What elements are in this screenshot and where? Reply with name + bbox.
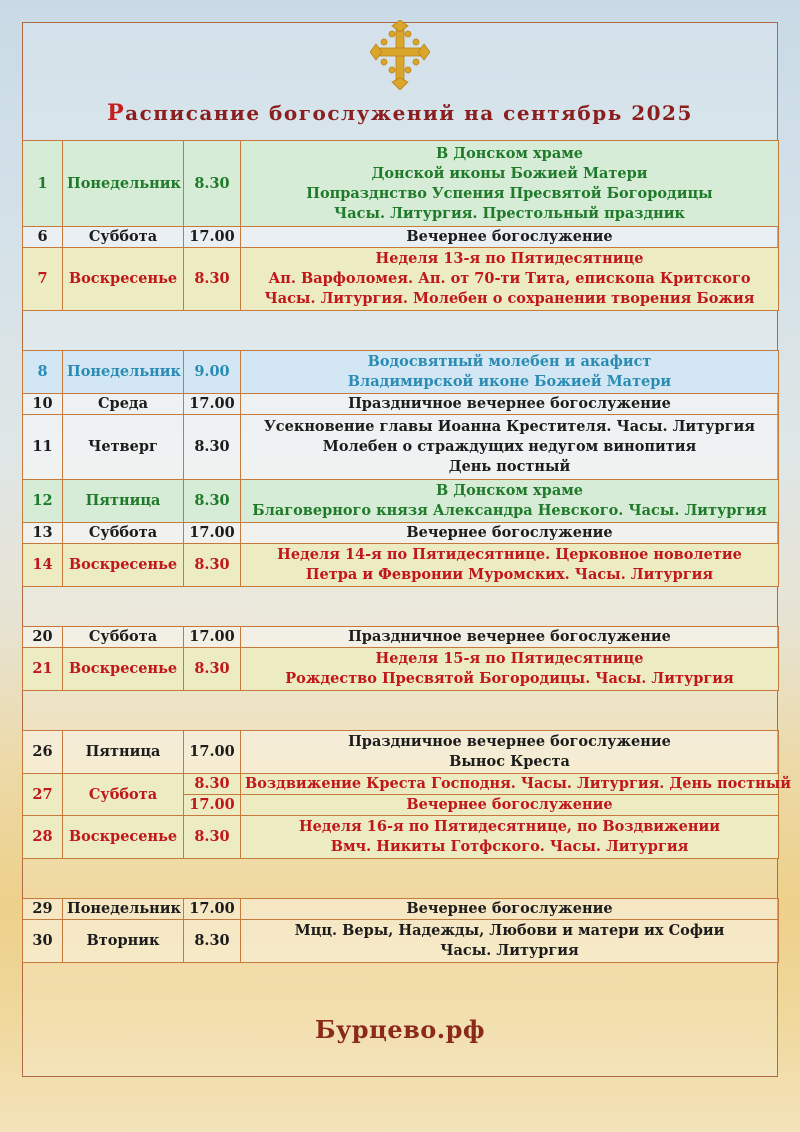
- service-description: [241, 627, 779, 648]
- day-number: 14: [23, 544, 63, 587]
- schedule-separator: [23, 311, 779, 351]
- schedule-row: [23, 899, 779, 920]
- schedule-row: [23, 351, 779, 394]
- schedule-row: [23, 141, 779, 227]
- service-description: [241, 415, 779, 480]
- schedule-row: [23, 480, 779, 523]
- weekday: Суббота: [63, 227, 184, 248]
- schedule-row: [23, 816, 779, 859]
- day-number: 30: [23, 920, 63, 963]
- description-line: Ап. Варфоломея. Ап. от 70-ти Тита, епископа Критского: [268, 270, 751, 287]
- service-time: 8.30: [184, 480, 241, 523]
- schedule-row: [23, 920, 779, 963]
- schedule-row: [23, 774, 779, 795]
- service-time: 17.00: [184, 795, 241, 816]
- service-description: [241, 141, 779, 227]
- day-number: 11: [23, 415, 63, 480]
- service-description: [241, 816, 779, 859]
- schedule-row: [23, 523, 779, 544]
- day-number: 27: [23, 774, 63, 816]
- weekday: Воскресенье: [63, 544, 184, 587]
- service-time: 8.30: [184, 415, 241, 480]
- weekday: Суббота: [63, 523, 184, 544]
- service-description: [241, 774, 792, 795]
- schedule-row: [23, 731, 779, 774]
- orthodox-cross-icon: [370, 20, 430, 90]
- service-description: [241, 920, 779, 963]
- service-description: [241, 899, 779, 920]
- service-time: 17.00: [184, 523, 241, 544]
- day-number: 1: [23, 141, 63, 227]
- description-line: Часы. Литургия. Престольный праздник: [334, 204, 685, 222]
- weekday: Вторник: [63, 920, 184, 963]
- weekday: Понедельник: [63, 899, 184, 920]
- description-line: Вынос Креста: [449, 753, 570, 770]
- day-number: 12: [23, 480, 63, 523]
- description-line: Мцц. Веры, Надежды, Любови и матери их Софии: [294, 922, 725, 939]
- weekday: Понедельник: [63, 351, 184, 394]
- description-line: Вмч. Никиты Готфского. Часы. Литургия: [330, 838, 689, 855]
- weekday: Суббота: [63, 774, 184, 816]
- weekday: Суббота: [63, 627, 184, 648]
- schedule-separator: [23, 587, 779, 627]
- day-number: 13: [23, 523, 63, 544]
- title-initial: Р: [107, 100, 126, 126]
- service-time: 17.00: [184, 227, 241, 248]
- service-time: 17.00: [184, 394, 241, 415]
- description-line: Вечернее богослужение: [406, 900, 613, 917]
- service-time: 8.30: [184, 816, 241, 859]
- weekday: Четверг: [63, 415, 184, 480]
- weekday: Пятница: [63, 731, 184, 774]
- title-text: асписание богослужений на сентябрь 2025: [125, 101, 693, 125]
- description-line: Праздничное вечернее богослужение: [348, 733, 671, 750]
- service-description: [241, 351, 779, 394]
- description-line: Петра и Февронии Муромских. Часы. Литургия: [305, 566, 714, 583]
- service-time: 17.00: [184, 899, 241, 920]
- schedule-row: [23, 394, 779, 415]
- weekday: Пятница: [63, 480, 184, 523]
- schedule-row: [23, 544, 779, 587]
- description-line: Вечернее богослужение: [406, 524, 613, 541]
- service-time: 9.00: [184, 351, 241, 394]
- day-number: 7: [23, 248, 63, 311]
- description-line: День постный: [448, 458, 571, 475]
- service-time: 17.00: [184, 731, 241, 774]
- service-time: 17.00: [184, 627, 241, 648]
- schedule-row: [23, 627, 779, 648]
- day-number: 10: [23, 394, 63, 415]
- service-description: [241, 394, 779, 415]
- weekday: Воскресенье: [63, 816, 184, 859]
- description-line: Рождество Пресвятой Богородицы. Часы. Литургия: [285, 670, 734, 687]
- weekday: Воскресенье: [63, 648, 184, 691]
- description-line: Часы. Литургия: [440, 942, 579, 959]
- service-time: 8.30: [184, 544, 241, 587]
- site-link[interactable]: Бурцево.рф: [314, 1015, 486, 1044]
- day-number: 6: [23, 227, 63, 248]
- day-number: 29: [23, 899, 63, 920]
- description-line: Праздничное вечернее богослужение: [348, 395, 671, 412]
- service-description: [241, 480, 779, 523]
- service-time: 8.30: [184, 141, 241, 227]
- description-line: Неделя 13-я по Пятидесятнице: [375, 250, 644, 267]
- description-line: Неделя 15-я по Пятидесятнице: [375, 650, 644, 667]
- service-description: [241, 523, 779, 544]
- service-time: 8.30: [184, 920, 241, 963]
- description-line: Благоверного князя Александра Невского. Часы. Литургия: [252, 502, 767, 519]
- schedule-row: [23, 248, 779, 311]
- schedule-separator: [23, 859, 779, 899]
- day-number: 8: [23, 351, 63, 394]
- weekday: Понедельник: [63, 141, 184, 227]
- day-number: 21: [23, 648, 63, 691]
- service-description: [241, 795, 779, 816]
- service-description: [241, 544, 779, 587]
- schedule-row: [23, 227, 779, 248]
- weekday: Среда: [63, 394, 184, 415]
- description-line: Неделя 16-я по Пятидесятнице, по Воздвижении: [298, 818, 721, 835]
- service-time: 8.30: [184, 648, 241, 691]
- service-description: [241, 648, 779, 691]
- description-line: Донской иконы Божией Матери: [371, 164, 648, 182]
- description-line: Владимирской иконе Божией Матери: [347, 373, 672, 390]
- service-description: [241, 731, 779, 774]
- description-line: В Донском храме: [435, 144, 584, 162]
- service-description: [241, 227, 779, 248]
- description-line: Усекновение главы Иоанна Крестителя. Часы. Литургия: [264, 418, 755, 435]
- description-line: Вечернее богослужение: [406, 796, 613, 813]
- description-line: Часы. Литургия. Молебен о сохранении творения Божия: [264, 290, 755, 307]
- service-time: 8.30: [184, 774, 241, 795]
- day-number: 28: [23, 816, 63, 859]
- description-line: Воздвижение Креста Господня. Часы. Литургия. День постный: [245, 775, 792, 792]
- service-time: 8.30: [184, 248, 241, 311]
- service-description: [241, 248, 779, 311]
- day-number: 20: [23, 627, 63, 648]
- description-line: Вечернее богослужение: [406, 228, 613, 245]
- page-title: [0, 100, 800, 126]
- description-line: Водосвятный молебен и акафист: [367, 353, 652, 370]
- schedule-row: [23, 415, 779, 480]
- description-line: Праздничное вечернее богослужение: [348, 628, 671, 645]
- schedule-separator: [23, 691, 779, 731]
- description-line: Неделя 14-я по Пятидесятнице. Церковное новолетие: [277, 546, 742, 563]
- description-line: Молебен о страждущих недугом винопития: [322, 438, 697, 455]
- schedule-table: [22, 140, 792, 963]
- day-number: 26: [23, 731, 63, 774]
- description-line: Попразднство Успения Пресвятой Богородицы: [306, 184, 713, 202]
- description-line: В Донском храме: [435, 482, 584, 499]
- weekday: Воскресенье: [63, 248, 184, 311]
- schedule-row: [23, 648, 779, 691]
